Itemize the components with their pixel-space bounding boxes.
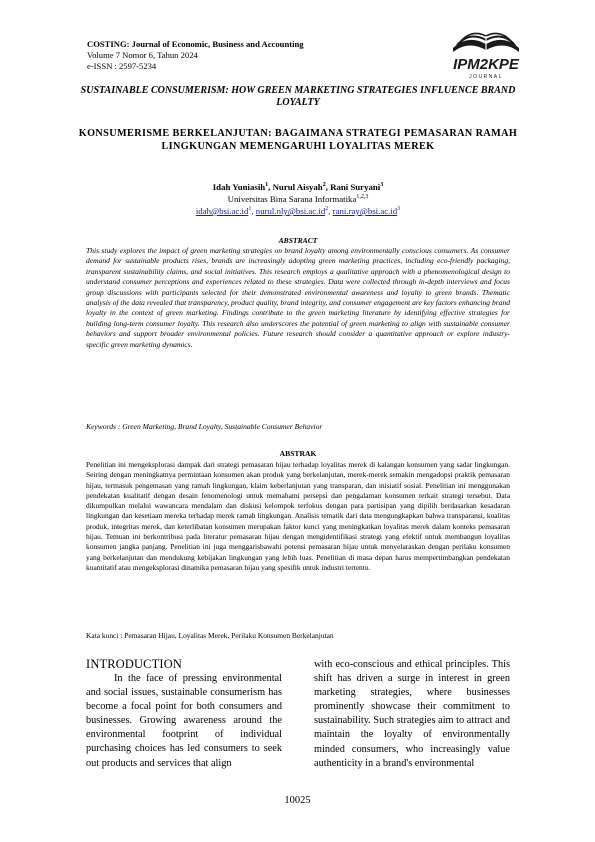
author-list: Idah Yuniasih$^1$, Nurul Aisyah$^2$, Rani Suryani$^3$ (212, 182, 384, 192)
logo-subtext: JOURNAL (469, 74, 503, 80)
journal-volume: Volume 7 Nomor 6, Tahun 2024 (87, 50, 198, 60)
body-column-right (314, 658, 510, 771)
journal-issn: e-ISSN : 2597-5234 (87, 61, 157, 71)
page-number: 10025 (284, 795, 311, 806)
body-paragraph: In the face of pressing environmental and social issues, sustainable consumerism has become a focal point for both consumers and businesses. Growing awareness around the environmental footprint of individual purchasing choices has led consumers to seek out products and services that align (86, 673, 282, 769)
abstract-english: This study explores the impact of green marketing strategies on brand loyalty among environmentally conscious consumers. As consumer demand for sustainable products rises, brands are increasingly adopting green marketing practices, including eco-friendly packaging, transparent sustainability claims, and social initiatives. This research employs a qualitative approach with a phenomenological design to understand consumer perceptions and experiences related to these strategies. Data were collected through in-depth interviews and focus group discussions with participants selected for their demonstrated environmental awareness and loyalty to green brands. Thematic analysis of the data revealed that transparency, product quality, brand integrity, and consumer engagement are key factors enhancing brand loyalty in the context of green marketing. Findings contribute to the green marketing literature by identifying effective strategies for building long-term consumer loyalty. This research also underscores the potential of green marketing to align with sustainable consumer behaviors and support broader environmental policies. Future research should consider a quantitative approach or explore industry-specific green marketing dynamics. (86, 246, 510, 349)
paper-title-english: SUSTAINABLE CONSUMERISM: HOW GREEN MARKETING STRATEGIES INFLUENCE BRAND LOYALTY (80, 85, 516, 108)
affiliation-name: Universitas Bina Sarana Informatika (227, 194, 357, 204)
affiliation (60, 194, 536, 205)
email-link[interactable]: rani.ray@bsi.ac.id (332, 206, 398, 216)
journal-header (87, 39, 387, 72)
body-paragraph: with eco-conscious and ethical principles. This shift has driven a surge in interest in green marketing strategies, where businesses prominently showcase their commitment to sustainability. Such strategies aim to attract and maintain the loyalty of environmentally minded consumers, who increasingly value authenticity in a brand's environmental (314, 659, 510, 769)
email-link[interactable]: nurul.nly@bsi.ac.id (255, 206, 326, 216)
author-name: Nurul Aisyah (272, 182, 323, 192)
journal-logo (443, 28, 529, 84)
affiliation-index: 1,2,3 (356, 194, 369, 201)
keywords-english: Keywords : Green Marketing, Brand Loyalty, Sustainable Consumer Behavior (86, 422, 323, 431)
author-emails: $idah@bsi.ac.id^1$, $nurul.nly@bsi.ac.id^2$, $rani.ray@bsi.ac.id^3$ (195, 206, 401, 216)
abstract-heading: ABSTRACT (278, 236, 318, 245)
keywords-indonesian: Kata kunci : Pemasaran Hijau, Loyalitas Merek, Perilaku Konsumen Berkelanjutan (86, 631, 334, 640)
author-name: Idah Yuniasih (212, 182, 266, 192)
journal-name: COSTING: Journal of Economic, Business and Accounting (87, 39, 304, 49)
logo-text: IPM2KPE (453, 56, 519, 73)
book-icon (453, 33, 519, 52)
author-index: 1 (265, 182, 269, 189)
paper-title-indonesian: KONSUMERISME BERKELANJUTAN: BAGAIMANA STRATEGI PEMASARAN RAMAH LINGKUNGAN MEMENGARUHI LOYALITAS MEREK (78, 128, 518, 152)
abstrak-heading: ABSTRAK (279, 449, 317, 458)
section-heading-introduction: INTRODUCTION (86, 657, 183, 671)
abstract-indonesian: Penelitian ini mengeksplorasi dampak dari strategi pemasaran hijau terhadap loyalitas merek di kalangan konsumen yang sadar lingkungan. Seiring dengan meningkatnya permintaan konsumen akan produk yang berkelanjutan, merek-merek semakin mengadopsi praktik pemasaran hijau, termasuk pengemasan yang ramah lingkungan, klaim keberlanjutan yang transparan, dan inisiatif sosial. Penelitian ini menggunakan pendekatan kualitatif dengan desain fenomenologi untuk memahami persepsi dan pengalaman konsumen terkait strategi tersebut. Data dikumpulkan melalui wawancara mendalam dan diskusi kelompok terfokus dengan para partisipan yang dipilih berdasarkan kesadaran lingkungan dan kesetiaan mereka terhadap merek ramah lingkungan. Analisis tematik dari data mengungkapkan bahwa transparansi, kualitas produk, integritas merek, dan keterlibatan konsumen merupakan faktor kunci yang meningkatkan loyalitas merek dalam konteks pemasaran hijau. Temuan ini berkontribusi pada literatur pemasaran hijau dengan mengidentifikasi strategi yang efektif untuk membangun loyalitas konsumen jangka panjang. Penelitian ini juga menggarisbawahi potensi pemasaran hijau untuk menyelaraskan dengan perilaku konsumen yang berkelanjutan dan mendukung kebijakan lingkungan yang lebih luas. Penelitian di masa depan harus mempertimbangkan pendekatan kuantitatif atau mengeksplorasi dinamika pemasaran hijau yang spesifik untuk industri tertentu. (86, 460, 510, 572)
email-link[interactable]: idah@bsi.ac.id (195, 206, 249, 216)
author-index: 2 (322, 182, 326, 189)
author-name: Rani Suryani (330, 182, 381, 192)
author-index: 3 (380, 182, 384, 189)
body-column-left (86, 672, 282, 771)
